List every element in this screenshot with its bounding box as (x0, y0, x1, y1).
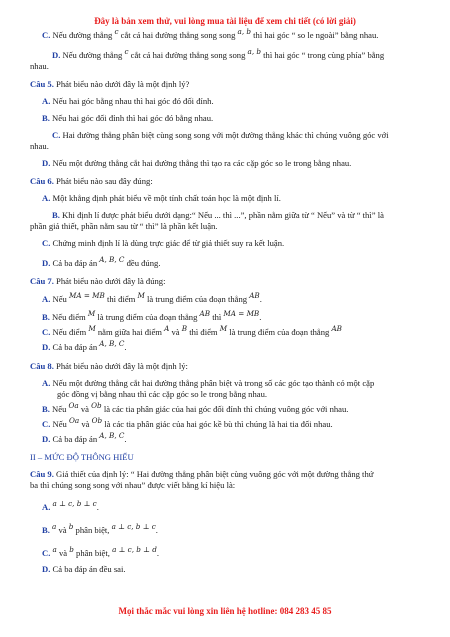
section-heading: II – MỨC ĐỘ THÔNG HIỂU (30, 452, 134, 462)
math-expression: a ⊥ c, b ⊥ c (111, 522, 156, 531)
math-expression: Ob (91, 416, 103, 425)
option-label: C. (42, 30, 51, 40)
math-expression: AB (249, 291, 260, 300)
question-9: Câu 9. Giả thiết của định lý: “ Hai đường thẳng phân biệt cùng vuông góc với một đường thẳng thứ (30, 469, 374, 479)
hotline-banner: Mọi thắc mắc vui lòng xin liên hệ hotline: 084 283 45 85 (118, 606, 332, 616)
preview-banner: Đây là bản xem thử, vui lòng mua tài liệu để xem chi tiết (có lời giải) (94, 16, 356, 26)
math-expression: AB (199, 309, 211, 318)
q5-option-c-cont: nhau. (30, 141, 49, 151)
q5-option-d: D. Nếu một đường thẳng cắt hai đường thẳng thì tạo ra các cặp góc so le trong bằng nhau. (42, 158, 352, 168)
q7-option-c: C. Nếu điểm $^M$ nằm giữa hai điểm $^A$ và $^B$ thì điểm $^M$ là trung điểm của đoạn thẳng $^{AB}$ (42, 324, 342, 337)
q6-option-d: D. Cả ba đáp án $^{A, B, C}$ đều đúng. (42, 255, 161, 268)
q8-option-a: A. Nếu một đường thẳng cắt hai đường thẳng phân biệt và trong số các góc tạo thành có một cặp (42, 378, 375, 388)
q9-option-a: A. $^{a \perp c, b \perp c}$. (42, 499, 99, 512)
question-9-cont: ba thì chúng song song với nhau” được viết bằng kí hiệu là: (30, 480, 236, 490)
math-expression: A, B, C (99, 431, 125, 440)
math-expression: a, b (247, 47, 261, 56)
q7-option-d: D. Cả ba đáp án $^{A, B, C}$. (42, 339, 127, 352)
math-expression: a ⊥ c, b ⊥ c (52, 499, 97, 508)
question-7: Câu 7. Phát biểu nào dưới đây là đúng: (30, 276, 166, 286)
math-expression: Oa (68, 401, 79, 410)
q9-option-b: B. $^a$ và $^b$ phân biệt, $^{a \perp c, b \perp c}$. (42, 522, 158, 535)
q5-option-b: B. Nếu hai góc đối đỉnh thì hai góc đó bằng nhau. (42, 113, 214, 123)
q5-option-c: C. Hai đường thẳng phân biệt cùng song song với một đường thẳng khác thì chúng vuông góc với (52, 130, 389, 140)
q7-option-b: B. Nếu điểm $^M$ là trung điểm của đoạn thẳng $^{AB}$ thì $^{MA = MB}$. (42, 309, 262, 322)
intro-option-d-cont: nhau. (30, 61, 49, 71)
math-expression: M (88, 324, 96, 333)
math-expression: Oa (69, 416, 80, 425)
q8-option-d: D. Cả ba đáp án $^{A, B, C}$. (42, 431, 127, 444)
math-expression: b (68, 522, 74, 531)
math-expression: c (124, 47, 129, 56)
intro-option-d: D. Nếu đường thẳng $^c$ cắt cả hai đường thẳng song song $^{a, b}$ thì hai góc “ trong cùng phía” bằng (52, 47, 385, 60)
math-expression: a (52, 545, 57, 554)
math-expression: Ob (91, 401, 102, 410)
q6-option-c: C. Chứng minh định lí là dùng trực giác để từ giả thiết suy ra kết luận. (42, 238, 285, 248)
math-expression: M (87, 309, 96, 318)
q8-option-a-cont: góc đồng vị bằng nhau thì các cặp góc so le trong bằng nhau. (57, 389, 268, 399)
math-expression: c (114, 27, 119, 36)
q6-option-b: B. Khi định lí được phát biểu dưới dạng:“ Nếu ... thì ...”, phần nằm giữa từ “ Nếu” và từ “ thì” là (52, 210, 384, 220)
math-expression: a ⊥ c, b ⊥ d (112, 545, 157, 554)
question-6: Câu 6. Phát biểu nào sau đây đúng: (30, 176, 153, 186)
math-expression: A, B, C (99, 339, 125, 348)
q9-option-d: D. Cả ba đáp án đều sai. (42, 564, 126, 574)
math-expression: B (181, 324, 188, 333)
question-8: Câu 8. Phát biểu nào dưới đây là một định lý: (30, 361, 188, 371)
q9-option-c: C. $^a$ và $^b$ phân biệt, $^{a \perp c, b \perp d}$. (42, 545, 159, 558)
q5-option-a: A. Nếu hai góc bằng nhau thì hai góc đó đối đỉnh. (42, 96, 214, 106)
math-expression: A (164, 324, 170, 333)
math-expression: M (137, 291, 145, 300)
q6-option-b-cont: phần giả thiết, phần nằm sau từ “ thì” là phần kết luận. (30, 221, 218, 231)
math-expression: MA = MB (69, 291, 105, 300)
math-expression: M (219, 324, 228, 333)
option-label: D. (52, 50, 61, 60)
math-expression: AB (331, 324, 342, 333)
document-page (30, 27, 422, 575)
q8-option-b: B. Nếu $^{Oa}$ và $^{Ob}$ là các tia phân giác của hai góc đối đỉnh thì chúng vuông góc với nhau. (42, 401, 349, 414)
math-expression: b (69, 545, 74, 554)
math-expression: A, B, C (99, 255, 125, 264)
math-expression: a, b (237, 27, 251, 36)
question-5: Câu 5. Phát biểu nào dưới đây là một định lý? (30, 79, 190, 89)
q7-option-a: A. Nếu $^{MA = MB}$ thì điểm $^M$ là trung điểm của đoạn thẳng $^{AB}$. (42, 291, 262, 304)
q6-option-a: A. Một khẳng định phát biểu về một tính chất toán học là một định lí. (42, 193, 281, 203)
math-expression: a (52, 522, 57, 531)
intro-option-c: C. Nếu đường thẳng $^c$ cắt cả hai đường thẳng song song $^{a, b}$ thì hai góc “ so le ngoài” bằng nhau. (42, 27, 379, 40)
q8-option-c: C. Nếu $^{Oa}$ và $^{Ob}$ là các tia phân giác của hai góc kề bù thì chúng là hai tia đối nhau. (42, 416, 333, 429)
math-expression: MA = MB (223, 309, 260, 318)
